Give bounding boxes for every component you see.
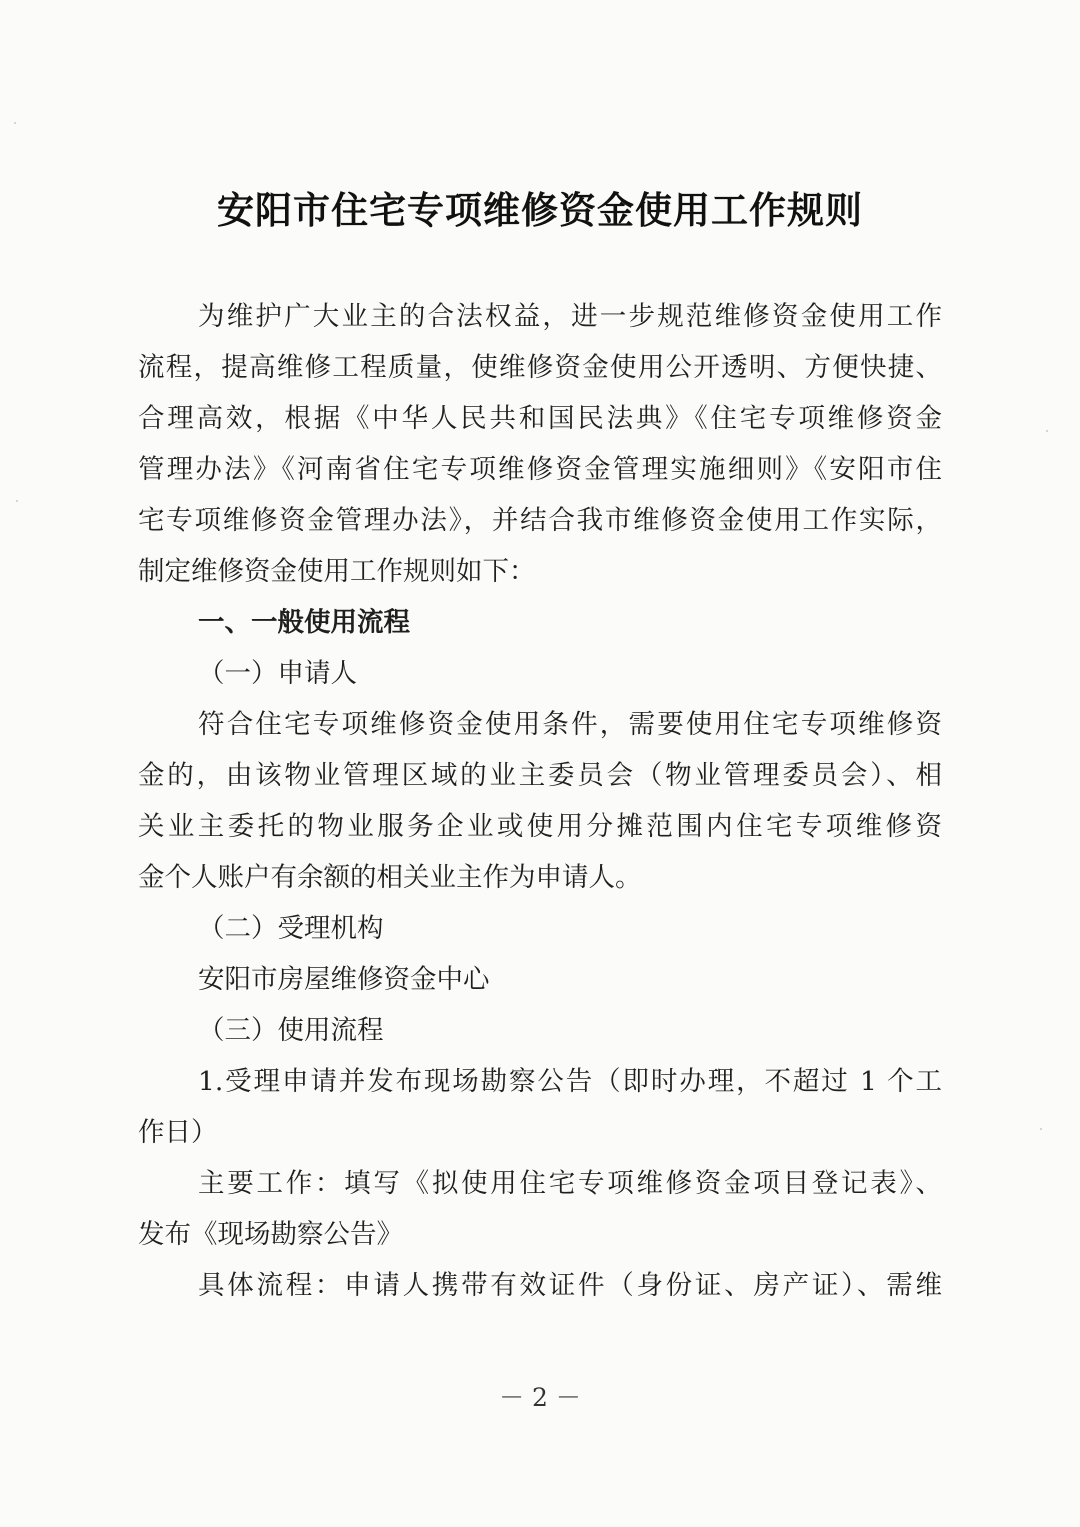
subsection-heading-3: （三）使用流程 [198,1015,384,1046]
body-line-11: 安阳市房屋维修资金中心 [198,964,490,995]
subsection-heading-1: （一）申请人 [198,658,357,689]
body-line-2: 流程，提高维修工程质量，使维修资金使用公开透明、方便快捷、 [138,352,942,383]
scan-speck [14,122,16,124]
page-number: － 2 － [499,1383,581,1412]
body-line-9: 关业主委托的物业服务企业或使用分摊范围内住宅专项维修资 [138,811,942,842]
body-line-1: 为维护广大业主的合法权益，进一步规范维修资金使用工作 [198,301,942,332]
body-line-4: 管理办法》《河南省住宅专项维修资金管理实施细则》《安阳市住 [138,454,942,485]
body-line-12: 1.受理申请并发布现场勘察公告（即时办理，不超过 1 个工 [198,1066,942,1097]
body-line-6: 制定维修资金使用工作规则如下： [138,556,536,587]
body-line-7: 符合住宅专项维修资金使用条件，需要使用住宅专项维修资 [198,709,942,740]
body-line-15: 发布《现场勘察公告》 [138,1219,403,1250]
body-line-14: 主要工作：填写《拟使用住宅专项维修资金项目登记表》、 [198,1168,942,1199]
body-line-13: 作日） [138,1117,218,1148]
document-title: 安阳市住宅专项维修资金使用工作规则 [217,189,863,232]
section-heading: 一、一般使用流程 [198,607,410,638]
body-line-16: 具体流程：申请人携带有效证件（身份证、房产证）、需维 [198,1270,942,1301]
scan-speck [1046,430,1048,432]
body-line-3: 合理高效，根据《中华人民共和国民法典》《住宅专项维修资金 [138,403,942,434]
body-line-8: 金的，由该物业管理区域的业主委员会（物业管理委员会）、相 [138,760,942,791]
body-line-5: 宅专项维修资金管理办法》，并结合我市维修资金使用工作实际， [138,505,942,536]
scan-speck [16,500,18,502]
scan-speck [1040,1128,1042,1130]
body-line-10: 金个人账户有余额的相关业主作为申请人。 [138,862,642,893]
subsection-heading-2: （二）受理机构 [198,913,384,944]
